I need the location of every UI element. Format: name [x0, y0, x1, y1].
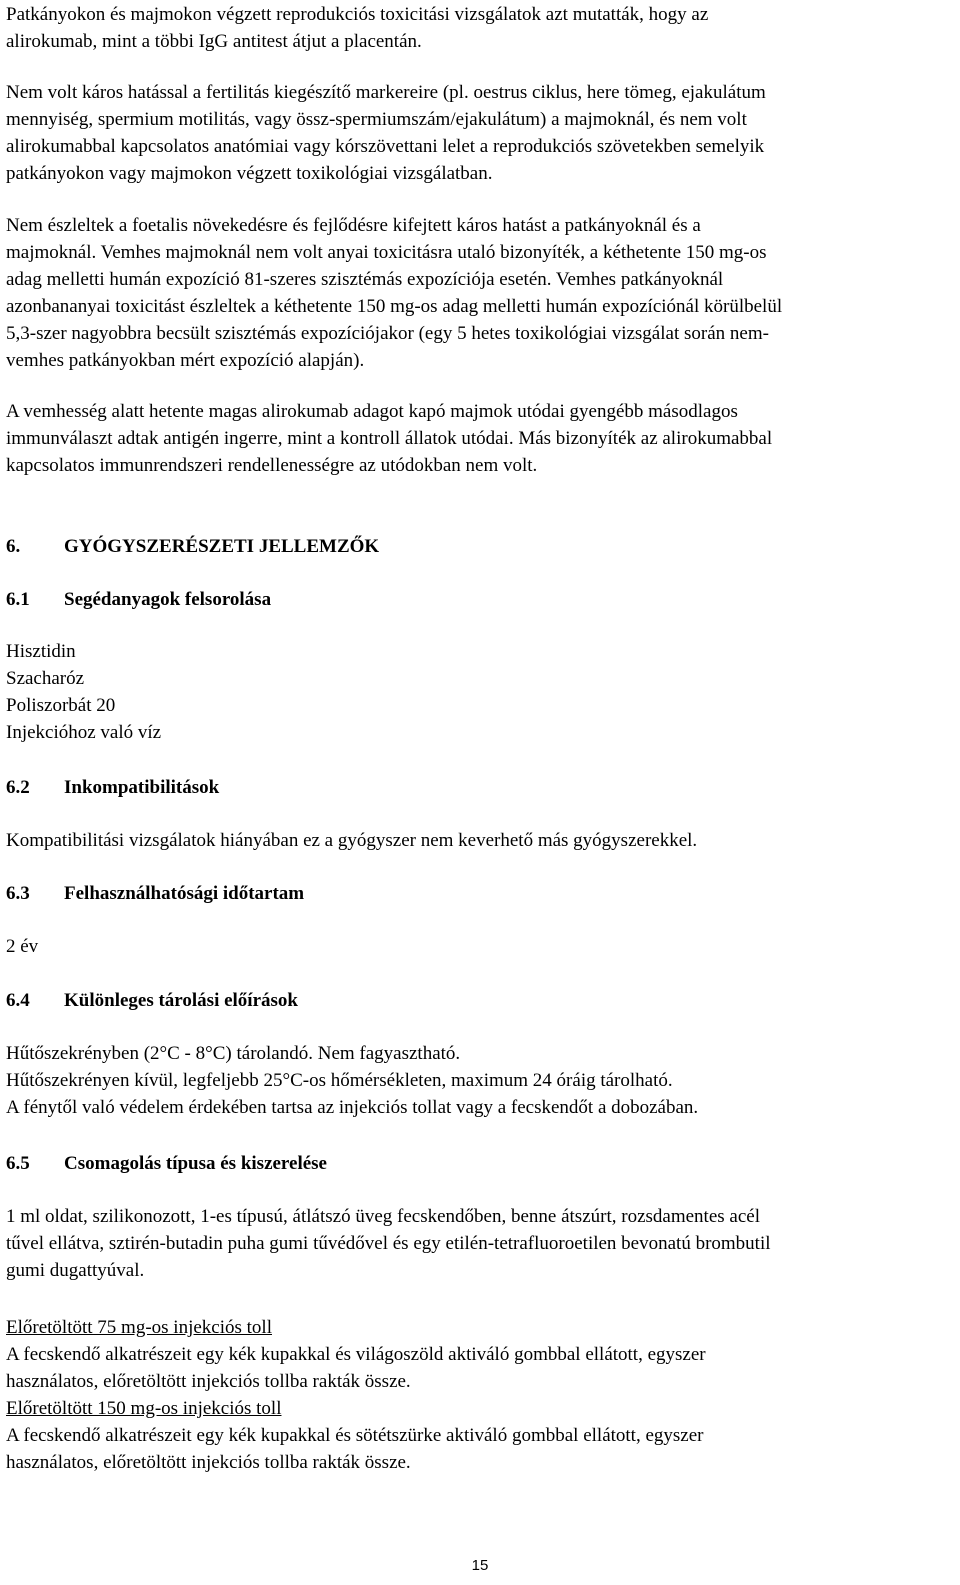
section-number: 6.5	[6, 1153, 30, 1174]
text-line: Hűtőszekrényen kívül, legfeljebb 25°C-os hőmérsékleten, maximum 24 óráig tárolható.	[6, 1070, 673, 1091]
paragraph-fertility	[6, 79, 951, 187]
text-line: azonbananyai toxicitást észleltek a kéthetente 150 mg-os adag melletti humán expozíciónál körülbelül	[6, 296, 783, 317]
page-number: 15	[471, 1557, 489, 1574]
section-6-4-heading	[6, 987, 298, 1014]
storage-instructions	[6, 1040, 951, 1121]
text-line: kapcsolatos immunrendszeri rendellenességre az utódokban nem volt.	[6, 455, 538, 476]
section-number: 6.2	[6, 777, 30, 798]
text-line: Patkányokon és majmokon végzett reprodukciós toxicitási vizsgálatok azt mutatták, hogy az	[6, 4, 709, 25]
text-line: Nem volt káros hatással a fertilitás kiegészítő markereire (pl. oestrus ciklus, here tömeg, ejakulátum	[6, 82, 766, 103]
container-description	[6, 1203, 951, 1284]
pen-150-heading: Előretöltött 150 mg-os injekciós toll	[6, 1398, 282, 1419]
section-title: GYÓGYSZERÉSZETI JELLEMZŐK	[64, 536, 380, 557]
text-line: 2 év	[6, 936, 39, 957]
text-line: vemhes patkányokban mért expozíció alapján).	[6, 350, 365, 371]
section-6-5-heading	[6, 1150, 327, 1177]
section-number: 6.1	[6, 589, 30, 610]
text-line: használatos, előretöltött injekciós tollba rakták össze.	[6, 1452, 411, 1473]
section-6-3-heading	[6, 880, 304, 907]
text-line: A fecskendő alkatrészeit egy kék kupakkal és világoszöld aktiváló gombbal ellátott, egyszer	[6, 1344, 706, 1365]
text-line: Kompatibilitási vizsgálatok hiányában ez a gyógyszer nem keverhető más gyógyszerekkel.	[6, 830, 698, 851]
paragraph-reproductive-toxicity	[6, 1, 951, 55]
text-line: majmoknál. Vemhes majmoknál nem volt anyai toxicitásra utaló bizonyíték, a kéthetente 150 mg-os	[6, 242, 767, 263]
text-line: immunválaszt adtak antigén ingerre, mint a kontroll állatok utódai. Más bizonyíték az alirokumabbal	[6, 428, 773, 449]
section-number: 6.	[6, 536, 21, 557]
section-6-2-heading	[6, 774, 219, 801]
text-line: A fénytől való védelem érdekében tartsa az injekciós tollat vagy a fecskendőt a dobozában.	[6, 1097, 699, 1118]
section-title: Csomagolás típusa és kiszerelése	[64, 1153, 327, 1174]
text-line: tűvel ellátva, sztirén-butadin puha gumi tűvédővel és egy etilén-tetrafluoroetilen bevonatú brombutil	[6, 1233, 771, 1254]
list-item: Injekcióhoz való víz	[6, 722, 162, 743]
pen-75-heading: Előretöltött 75 mg-os injekciós toll	[6, 1317, 272, 1338]
pen-75-block	[6, 1314, 951, 1476]
text-line: 5,3-szer nagyobbra becsült szisztémás expozíciójakor (egy 5 hetes toxikológiai vizsgálat során nem-	[6, 323, 769, 344]
list-item: Poliszorbát 20	[6, 695, 116, 716]
text-line: patkányokon vagy majmokon végzett toxikológiai vizsgálatban.	[6, 163, 493, 184]
paragraph-immune-response	[6, 398, 951, 479]
text-line: gumi dugattyúval.	[6, 1260, 145, 1281]
section-title: Felhasználhatósági időtartam	[64, 883, 305, 904]
list-item: Szacharóz	[6, 668, 85, 689]
section-6-heading	[6, 533, 379, 560]
text-line: adag melletti humán expozíció 81-szeres szisztémás expozíciója esetén. Vemhes patkányoknál	[6, 269, 724, 290]
shelf-life-text	[6, 933, 951, 960]
text-line: használatos, előretöltött injekciós tollba rakták össze.	[6, 1371, 411, 1392]
section-number: 6.4	[6, 990, 30, 1011]
section-title: Különleges tárolási előírások	[64, 990, 298, 1011]
list-item: Hisztidin	[6, 641, 76, 662]
incompatibilities-text	[6, 827, 951, 854]
section-6-1-heading	[6, 586, 271, 613]
text-line: Nem észleltek a foetalis növekedésre és fejlődésre kifejtett káros hatást a patkányoknál és a	[6, 215, 701, 236]
text-line: A vemhesség alatt hetente magas alirokumab adagot kapó majmok utódai gyengébb másodlagos	[6, 401, 738, 422]
text-line: mennyiség, spermium motilitás, vagy össz-spermiumszám/ejakulátum) a majmoknál, és nem volt	[6, 109, 747, 130]
text-line: alirokumabbal kapcsolatos anatómiai vagy kórszövettani lelet a reprodukciós szövetekben semelyik	[6, 136, 765, 157]
section-number: 6.3	[6, 883, 30, 904]
section-title: Inkompatibilitások	[64, 777, 220, 798]
text-line: A fecskendő alkatrészeit egy kék kupakkal és sötétszürke aktiváló gombbal ellátott, egyszer	[6, 1425, 704, 1446]
section-title: Segédanyagok felsorolása	[64, 589, 272, 610]
text-line: 1 ml oldat, szilikonozott, 1-es típusú, átlátszó üveg fecskendőben, benne átszúrt, rozsdamentes acél	[6, 1206, 760, 1227]
paragraph-foetal-development	[6, 212, 951, 374]
text-line: Hűtőszekrényben (2°C - 8°C) tárolandó. Nem fagyasztható.	[6, 1043, 461, 1064]
text-line: alirokumab, mint a többi IgG antitest átjut a placentán.	[6, 31, 422, 52]
excipients-list	[6, 638, 951, 746]
